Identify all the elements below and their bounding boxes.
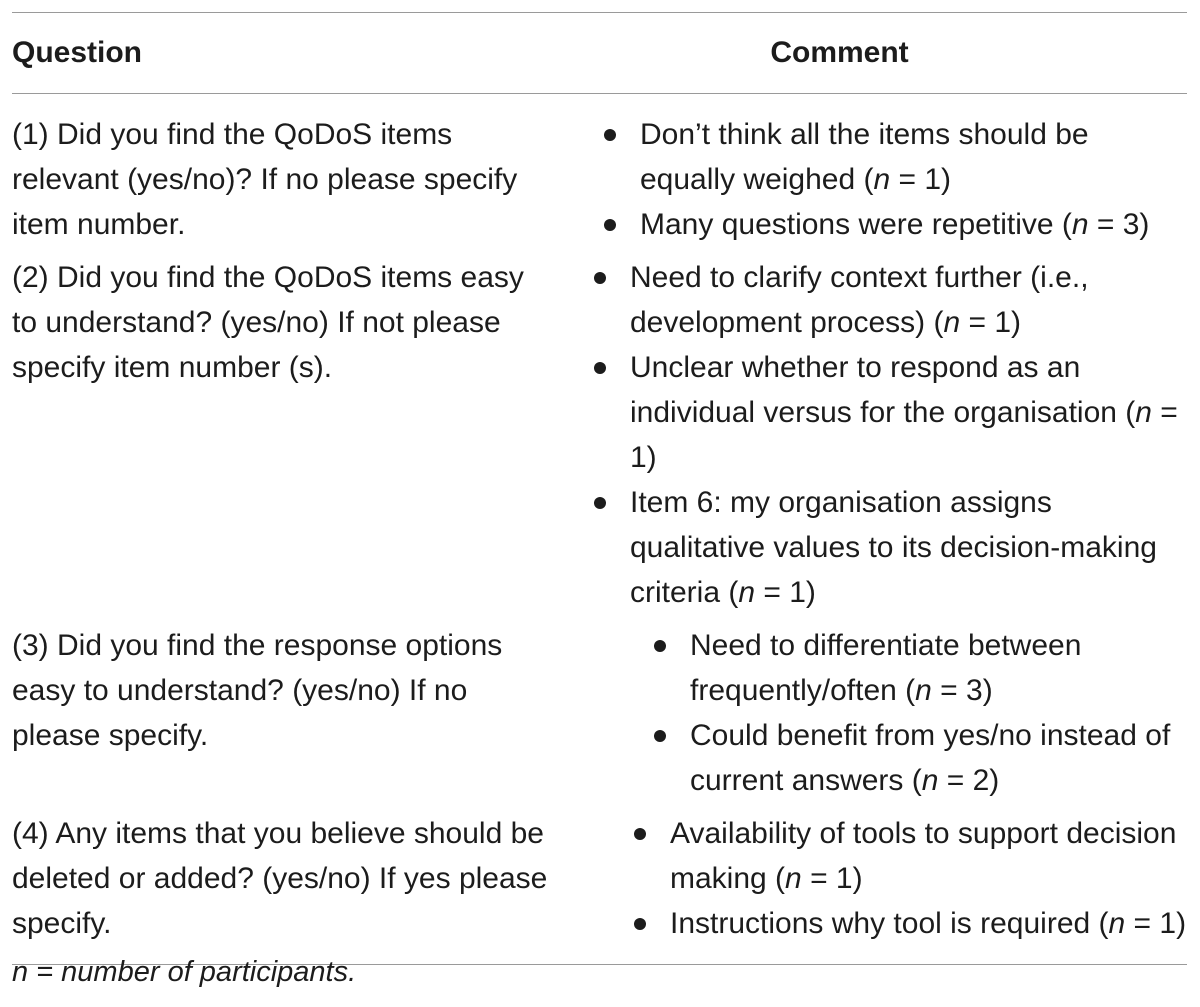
header-comment: Comment bbox=[770, 36, 909, 69]
bullet-icon bbox=[634, 828, 646, 840]
question-cell: (1) Did you find the QoDoS items relevant (yes/no)? If no please specify item number. bbox=[12, 118, 518, 241]
comment-cell bbox=[622, 811, 1187, 946]
comment-text: Instructions why tool is required ( bbox=[670, 907, 1109, 940]
comment-count: = 1) bbox=[755, 576, 816, 609]
comment-item bbox=[592, 112, 1187, 202]
table-row bbox=[12, 811, 1187, 946]
comment-count: = 1) bbox=[1125, 907, 1187, 940]
comment-text: Need to clarify context further (i.e., development process) ( bbox=[630, 261, 1089, 339]
n-symbol: n bbox=[921, 764, 939, 797]
bullet-icon bbox=[654, 640, 666, 652]
comment-item bbox=[582, 255, 1187, 345]
comment-item bbox=[622, 811, 1187, 901]
comment-item bbox=[592, 202, 1187, 247]
table-body bbox=[12, 94, 1187, 964]
comment-count: = 1) bbox=[801, 862, 863, 895]
comment-text: Could benefit from yes/no instead of current answers ( bbox=[690, 719, 1171, 797]
n-symbol: n bbox=[738, 576, 756, 609]
question-cell: (2) Did you find the QoDoS items easy to understand? (yes/no) If not please specify item number (s). bbox=[12, 261, 524, 384]
bullet-icon bbox=[604, 129, 616, 141]
comment-count: = 1) bbox=[890, 163, 952, 196]
comment-item bbox=[582, 480, 1187, 615]
comment-item bbox=[622, 901, 1187, 946]
comment-text: Many questions were repetitive ( bbox=[640, 208, 1072, 241]
comment-count: = 2) bbox=[938, 764, 1000, 797]
bullet-icon bbox=[594, 272, 606, 284]
n-symbol: n bbox=[785, 862, 802, 895]
comment-item bbox=[642, 713, 1187, 803]
comment-count: = 1) bbox=[630, 396, 1178, 474]
table-row bbox=[12, 112, 1187, 247]
comment-cell bbox=[642, 623, 1187, 803]
question-cell: (3) Did you find the response options easy to understand? (yes/no) If no please specify. bbox=[12, 629, 503, 752]
question-cell: (4) Any items that you believe should be deleted or added? (yes/no) If yes please specify. bbox=[12, 817, 548, 940]
comment-item bbox=[642, 623, 1187, 713]
bullet-icon bbox=[594, 497, 606, 509]
n-symbol: n bbox=[1135, 396, 1152, 429]
bullet-icon bbox=[594, 362, 606, 374]
table-row bbox=[12, 255, 1187, 615]
comment-cell bbox=[592, 112, 1187, 247]
comment-count: = 3) bbox=[1088, 208, 1150, 241]
comment-text: Need to differentiate between frequently/often ( bbox=[690, 629, 1082, 707]
comment-count: = 3) bbox=[931, 674, 993, 707]
comment-text: Unclear whether to respond as an individual versus for the organisation ( bbox=[630, 351, 1136, 429]
table-header bbox=[12, 13, 1187, 93]
bullet-icon bbox=[604, 219, 616, 231]
comment-cell bbox=[582, 255, 1187, 615]
n-symbol: n bbox=[1108, 907, 1126, 940]
comment-item bbox=[582, 345, 1187, 480]
comment-text: Availability of tools to support decision making ( bbox=[670, 817, 1177, 895]
n-symbol: n bbox=[943, 306, 961, 339]
comment-text: Item 6: my organisation assigns qualitative values to its decision-making criteria ( bbox=[630, 486, 1157, 609]
questionnaire-table bbox=[12, 12, 1187, 965]
n-symbol: n bbox=[873, 163, 891, 196]
n-symbol: n bbox=[915, 674, 932, 707]
bullet-icon bbox=[654, 730, 666, 742]
table-footnote: n = number of participants. bbox=[12, 956, 357, 988]
table-row bbox=[12, 623, 1187, 803]
bullet-icon bbox=[634, 918, 646, 930]
comment-count: = 1) bbox=[960, 306, 1022, 339]
header-question: Question bbox=[12, 36, 143, 69]
n-symbol: n bbox=[1071, 208, 1089, 241]
comment-text: Don’t think all the items should be equally weighed ( bbox=[640, 118, 1089, 196]
